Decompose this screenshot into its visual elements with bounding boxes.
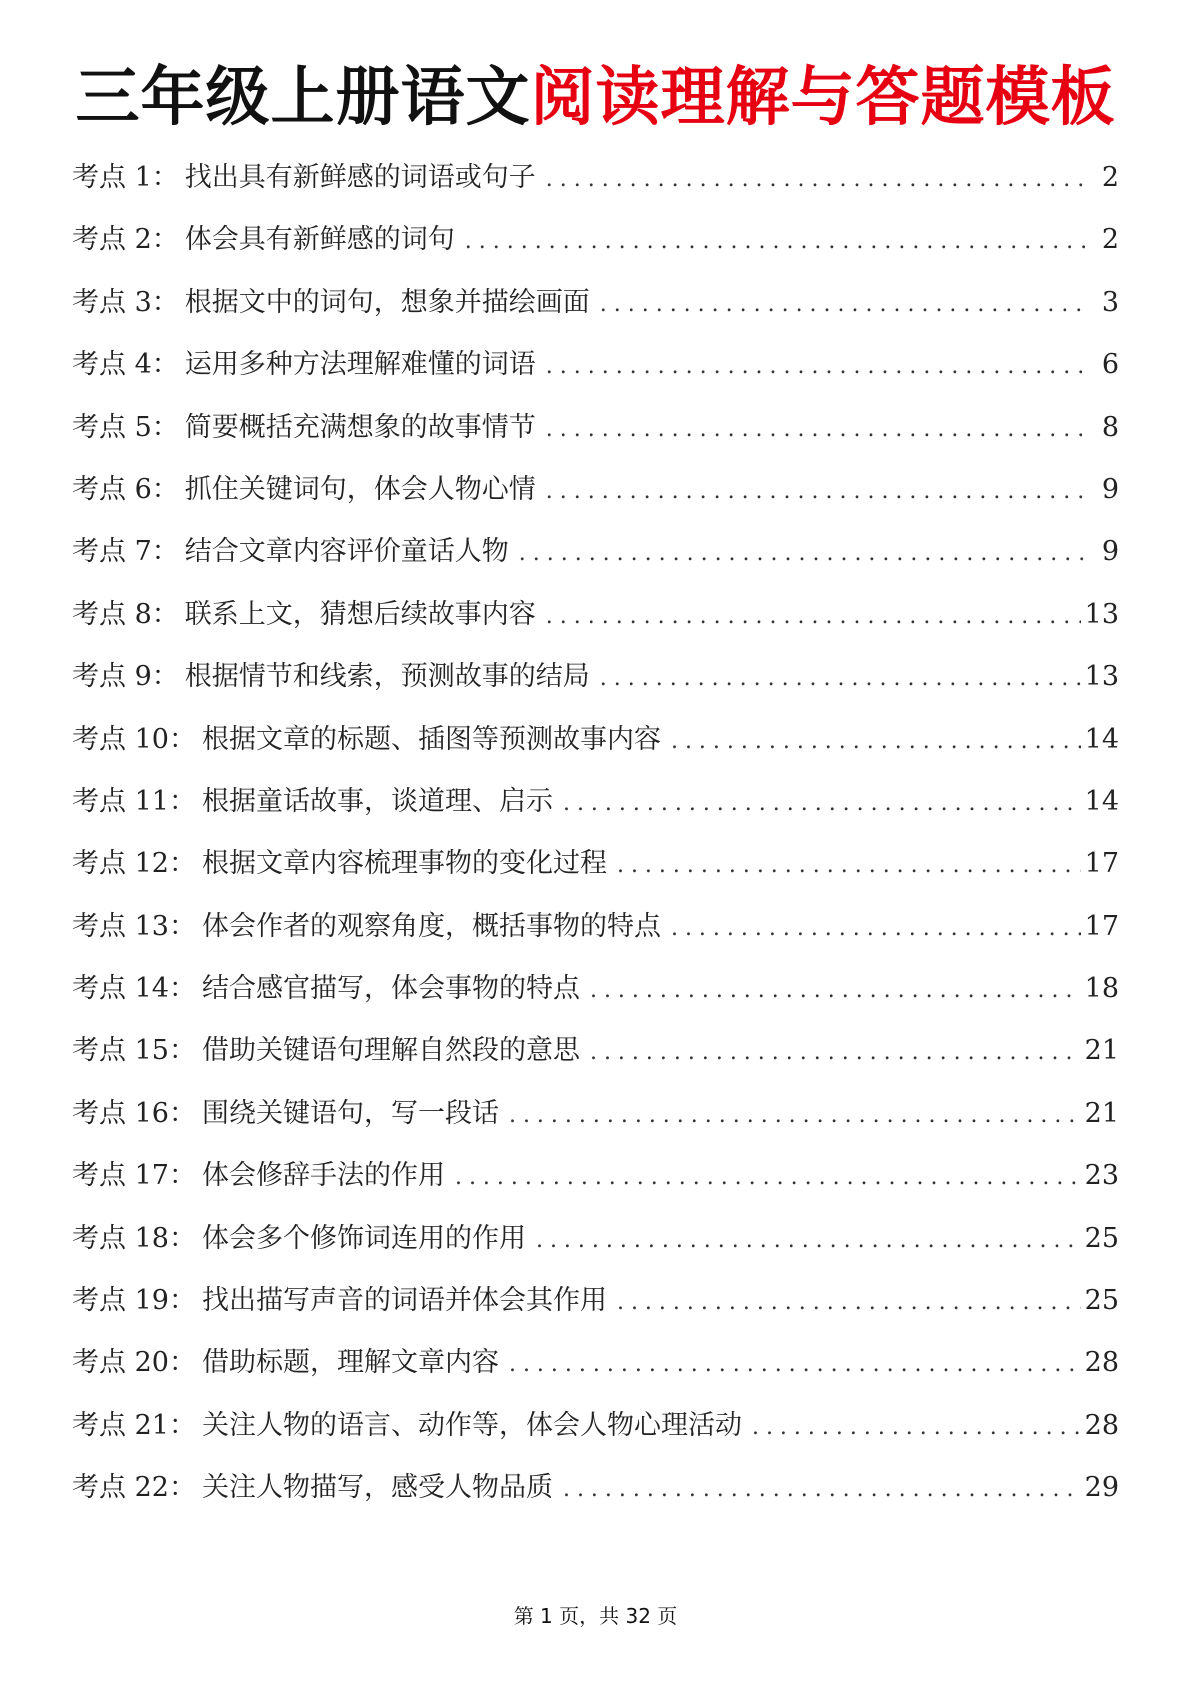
toc-entry[interactable]	[72, 718, 1119, 780]
toc-entry-separator: ：	[168, 1285, 196, 1317]
toc-entry-text: 关注人物描写，感受人物品质	[201, 1472, 553, 1504]
toc-entry-label: 考点 16	[72, 1097, 169, 1129]
toc-entry-page-number: 3	[1101, 286, 1119, 318]
toc-entry-label: 考点 7	[72, 536, 152, 568]
toc-entry-label: 考点 19	[72, 1285, 169, 1317]
toc-dot-leader	[563, 782, 1081, 826]
toc-entry-text: 借助关键语句理解自然段的意思	[201, 1035, 580, 1067]
toc-entry-page-number: 25	[1084, 1285, 1119, 1317]
page-footer: 第 1 页，共 32 页	[513, 1604, 678, 1628]
toc-entry-page-number: 13	[1084, 598, 1119, 630]
toc-entry-text: 运用多种方法理解难懂的词语	[184, 349, 536, 381]
toc-entry-separator: ：	[151, 661, 179, 693]
toc-entry-page-number: 14	[1084, 723, 1119, 755]
toc-dot-leader	[590, 969, 1081, 1013]
toc-entry-page-number: 2	[1101, 224, 1119, 256]
toc-entry[interactable]	[72, 842, 1119, 904]
toc-entry-separator: ：	[151, 411, 179, 443]
toc-entry-page-number: 14	[1084, 785, 1119, 817]
toc-entry-label: 考点 1	[72, 162, 152, 193]
toc-dot-leader	[563, 1468, 1081, 1512]
toc-entry-label: 考点 18	[72, 1222, 169, 1254]
toc-entry-page-number: 9	[1101, 536, 1119, 568]
toc-dot-leader	[546, 408, 1087, 452]
toc-entry[interactable]	[72, 468, 1119, 530]
toc-entry-label: 考点 9	[72, 661, 152, 693]
toc-entry[interactable]	[72, 593, 1119, 655]
toc-entry-label: 考点 3	[72, 286, 152, 318]
toc-entry[interactable]	[72, 1279, 1119, 1341]
toc-entry-label: 考点 11	[72, 785, 169, 817]
toc-dot-leader	[465, 220, 1087, 264]
toc-entry-text: 结合感官描写，体会事物的特点	[201, 973, 580, 1005]
toc-entry-text: 关注人物的语言、动作等，体会人物心理活动	[201, 1409, 742, 1441]
toc-entry-label: 考点 6	[72, 473, 152, 505]
toc-entry-label: 考点 15	[72, 1035, 169, 1067]
toc-entry[interactable]	[72, 406, 1119, 468]
toc-entry[interactable]	[72, 1029, 1119, 1091]
toc-entry-text: 简要概括充满想象的故事情节	[184, 411, 536, 443]
toc-entry[interactable]	[72, 780, 1119, 842]
toc-entry[interactable]	[72, 218, 1119, 280]
toc-entry-text: 找出具有新鲜感的词语或句子	[184, 162, 536, 193]
toc-entry-separator: ：	[168, 848, 196, 880]
toc-dot-leader	[536, 1219, 1081, 1263]
toc-entry-page-number: 6	[1101, 349, 1119, 381]
toc-entry-separator: ：	[151, 162, 179, 193]
toc-dot-leader	[546, 158, 1087, 202]
toc-entry-page-number: 18	[1084, 973, 1119, 1005]
toc-entry-label: 考点 14	[72, 973, 169, 1005]
toc-entry-label: 考点 13	[72, 910, 169, 942]
toc-entry-label: 考点 17	[72, 1160, 169, 1192]
toc-entry-text: 根据文章内容梳理事物的变化过程	[201, 848, 607, 880]
toc-dot-leader	[509, 1094, 1081, 1138]
toc-entry[interactable]	[72, 1404, 1119, 1466]
toc-entry-page-number: 9	[1101, 473, 1119, 505]
toc-dot-leader	[617, 1281, 1081, 1325]
toc-dot-leader	[519, 532, 1087, 576]
toc-entry-label: 考点 22	[72, 1472, 169, 1504]
toc-entry[interactable]	[72, 905, 1119, 967]
toc-entry-label: 考点 5	[72, 411, 152, 443]
toc-entry[interactable]	[72, 1217, 1119, 1279]
toc-entry-separator: ：	[151, 536, 179, 568]
toc-dot-leader	[546, 595, 1081, 639]
toc-entry-separator: ：	[168, 973, 196, 1005]
toc-entry[interactable]	[72, 530, 1119, 592]
toc-entry-separator: ：	[151, 224, 179, 256]
toc-entry-page-number: 17	[1084, 848, 1119, 880]
toc-entry-page-number: 28	[1084, 1409, 1119, 1441]
page-title	[0, 58, 1191, 138]
toc-entry-page-number: 29	[1084, 1472, 1119, 1504]
toc-entry-separator: ：	[151, 349, 179, 381]
toc-entry-page-number: 21	[1084, 1035, 1119, 1067]
toc-dot-leader	[600, 657, 1081, 701]
toc-entry-text: 联系上文，猜想后续故事内容	[184, 598, 536, 630]
toc-entry-separator: ：	[168, 1160, 196, 1192]
toc-entry-text: 根据情节和线索，预测故事的结局	[184, 661, 590, 693]
toc-entry-page-number: 2	[1101, 162, 1119, 193]
toc-dot-leader	[546, 345, 1087, 389]
toc-entry-text: 找出描写声音的词语并体会其作用	[201, 1285, 607, 1317]
toc-entry-page-number: 17	[1084, 910, 1119, 942]
toc-entry-label: 考点 20	[72, 1347, 169, 1379]
toc-dot-leader	[671, 720, 1081, 764]
toc-entry-separator: ：	[151, 473, 179, 505]
toc-entry[interactable]	[72, 1154, 1119, 1216]
toc-dot-leader	[590, 1031, 1081, 1075]
toc-entry[interactable]	[72, 1092, 1119, 1154]
toc-entry-text: 根据童话故事，谈道理、启示	[201, 785, 553, 817]
toc-dot-leader	[600, 283, 1087, 327]
toc-entry[interactable]	[72, 281, 1119, 343]
toc-entry-label: 考点 4	[72, 349, 152, 381]
toc-entry[interactable]	[72, 655, 1119, 717]
toc-entry[interactable]	[72, 1466, 1119, 1528]
toc-entry-label: 考点 21	[72, 1409, 169, 1441]
toc-entry-text: 围绕关键语句，写一段话	[201, 1097, 499, 1129]
title-black-part: 三年级上册语文	[75, 61, 531, 135]
toc-entry[interactable]	[72, 1341, 1119, 1403]
toc-entry-text: 体会修辞手法的作用	[201, 1160, 445, 1192]
toc-entry[interactable]	[72, 343, 1119, 405]
toc-entry-page-number: 23	[1084, 1160, 1119, 1192]
toc-entry-text: 体会作者的观察角度，概括事物的特点	[201, 910, 661, 942]
toc-entry-text: 借助标题，理解文章内容	[201, 1347, 499, 1379]
toc-dot-leader	[455, 1156, 1081, 1200]
toc-entry-label: 考点 8	[72, 598, 152, 630]
toc-entry-label: 考点 12	[72, 848, 169, 880]
toc-dot-leader	[617, 844, 1081, 888]
toc-entry-label: 考点 10	[72, 723, 169, 755]
toc-entry[interactable]	[72, 156, 1119, 218]
toc-entry-separator: ：	[168, 1409, 196, 1441]
toc-dot-leader	[671, 907, 1081, 951]
toc-entry-separator: ：	[168, 910, 196, 942]
toc-entry-text: 结合文章内容评价童话人物	[184, 536, 509, 568]
toc-entry-separator: ：	[168, 1347, 196, 1379]
toc-entry-page-number: 13	[1084, 661, 1119, 693]
toc-dot-leader	[509, 1343, 1081, 1387]
toc-entry-page-number: 28	[1084, 1347, 1119, 1379]
toc-dot-leader	[546, 470, 1087, 514]
toc-entry-separator: ：	[151, 286, 179, 318]
table-of-contents	[72, 156, 1119, 1529]
toc-entry-page-number: 8	[1101, 411, 1119, 443]
toc-entry-separator: ：	[168, 723, 196, 755]
toc-entry-separator: ：	[151, 598, 179, 630]
toc-entry[interactable]	[72, 967, 1119, 1029]
toc-entry-page-number: 25	[1084, 1222, 1119, 1254]
title-red-part: 阅读理解与答题模板	[530, 61, 1116, 135]
toc-entry-text: 根据文中的词句，想象并描绘画面	[184, 286, 590, 318]
toc-entry-separator: ：	[168, 1472, 196, 1504]
toc-entry-text: 体会具有新鲜感的词句	[184, 224, 455, 256]
toc-dot-leader	[752, 1406, 1081, 1450]
toc-entry-page-number: 21	[1084, 1097, 1119, 1129]
toc-entry-text: 体会多个修饰词连用的作用	[201, 1222, 526, 1254]
toc-entry-separator: ：	[168, 1035, 196, 1067]
toc-entry-label: 考点 2	[72, 224, 152, 256]
toc-entry-text: 根据文章的标题、插图等预测故事内容	[201, 723, 661, 755]
toc-entry-separator: ：	[168, 1097, 196, 1129]
toc-entry-separator: ：	[168, 785, 196, 817]
toc-entry-separator: ：	[168, 1222, 196, 1254]
toc-entry-text: 抓住关键词句，体会人物心情	[184, 473, 536, 505]
